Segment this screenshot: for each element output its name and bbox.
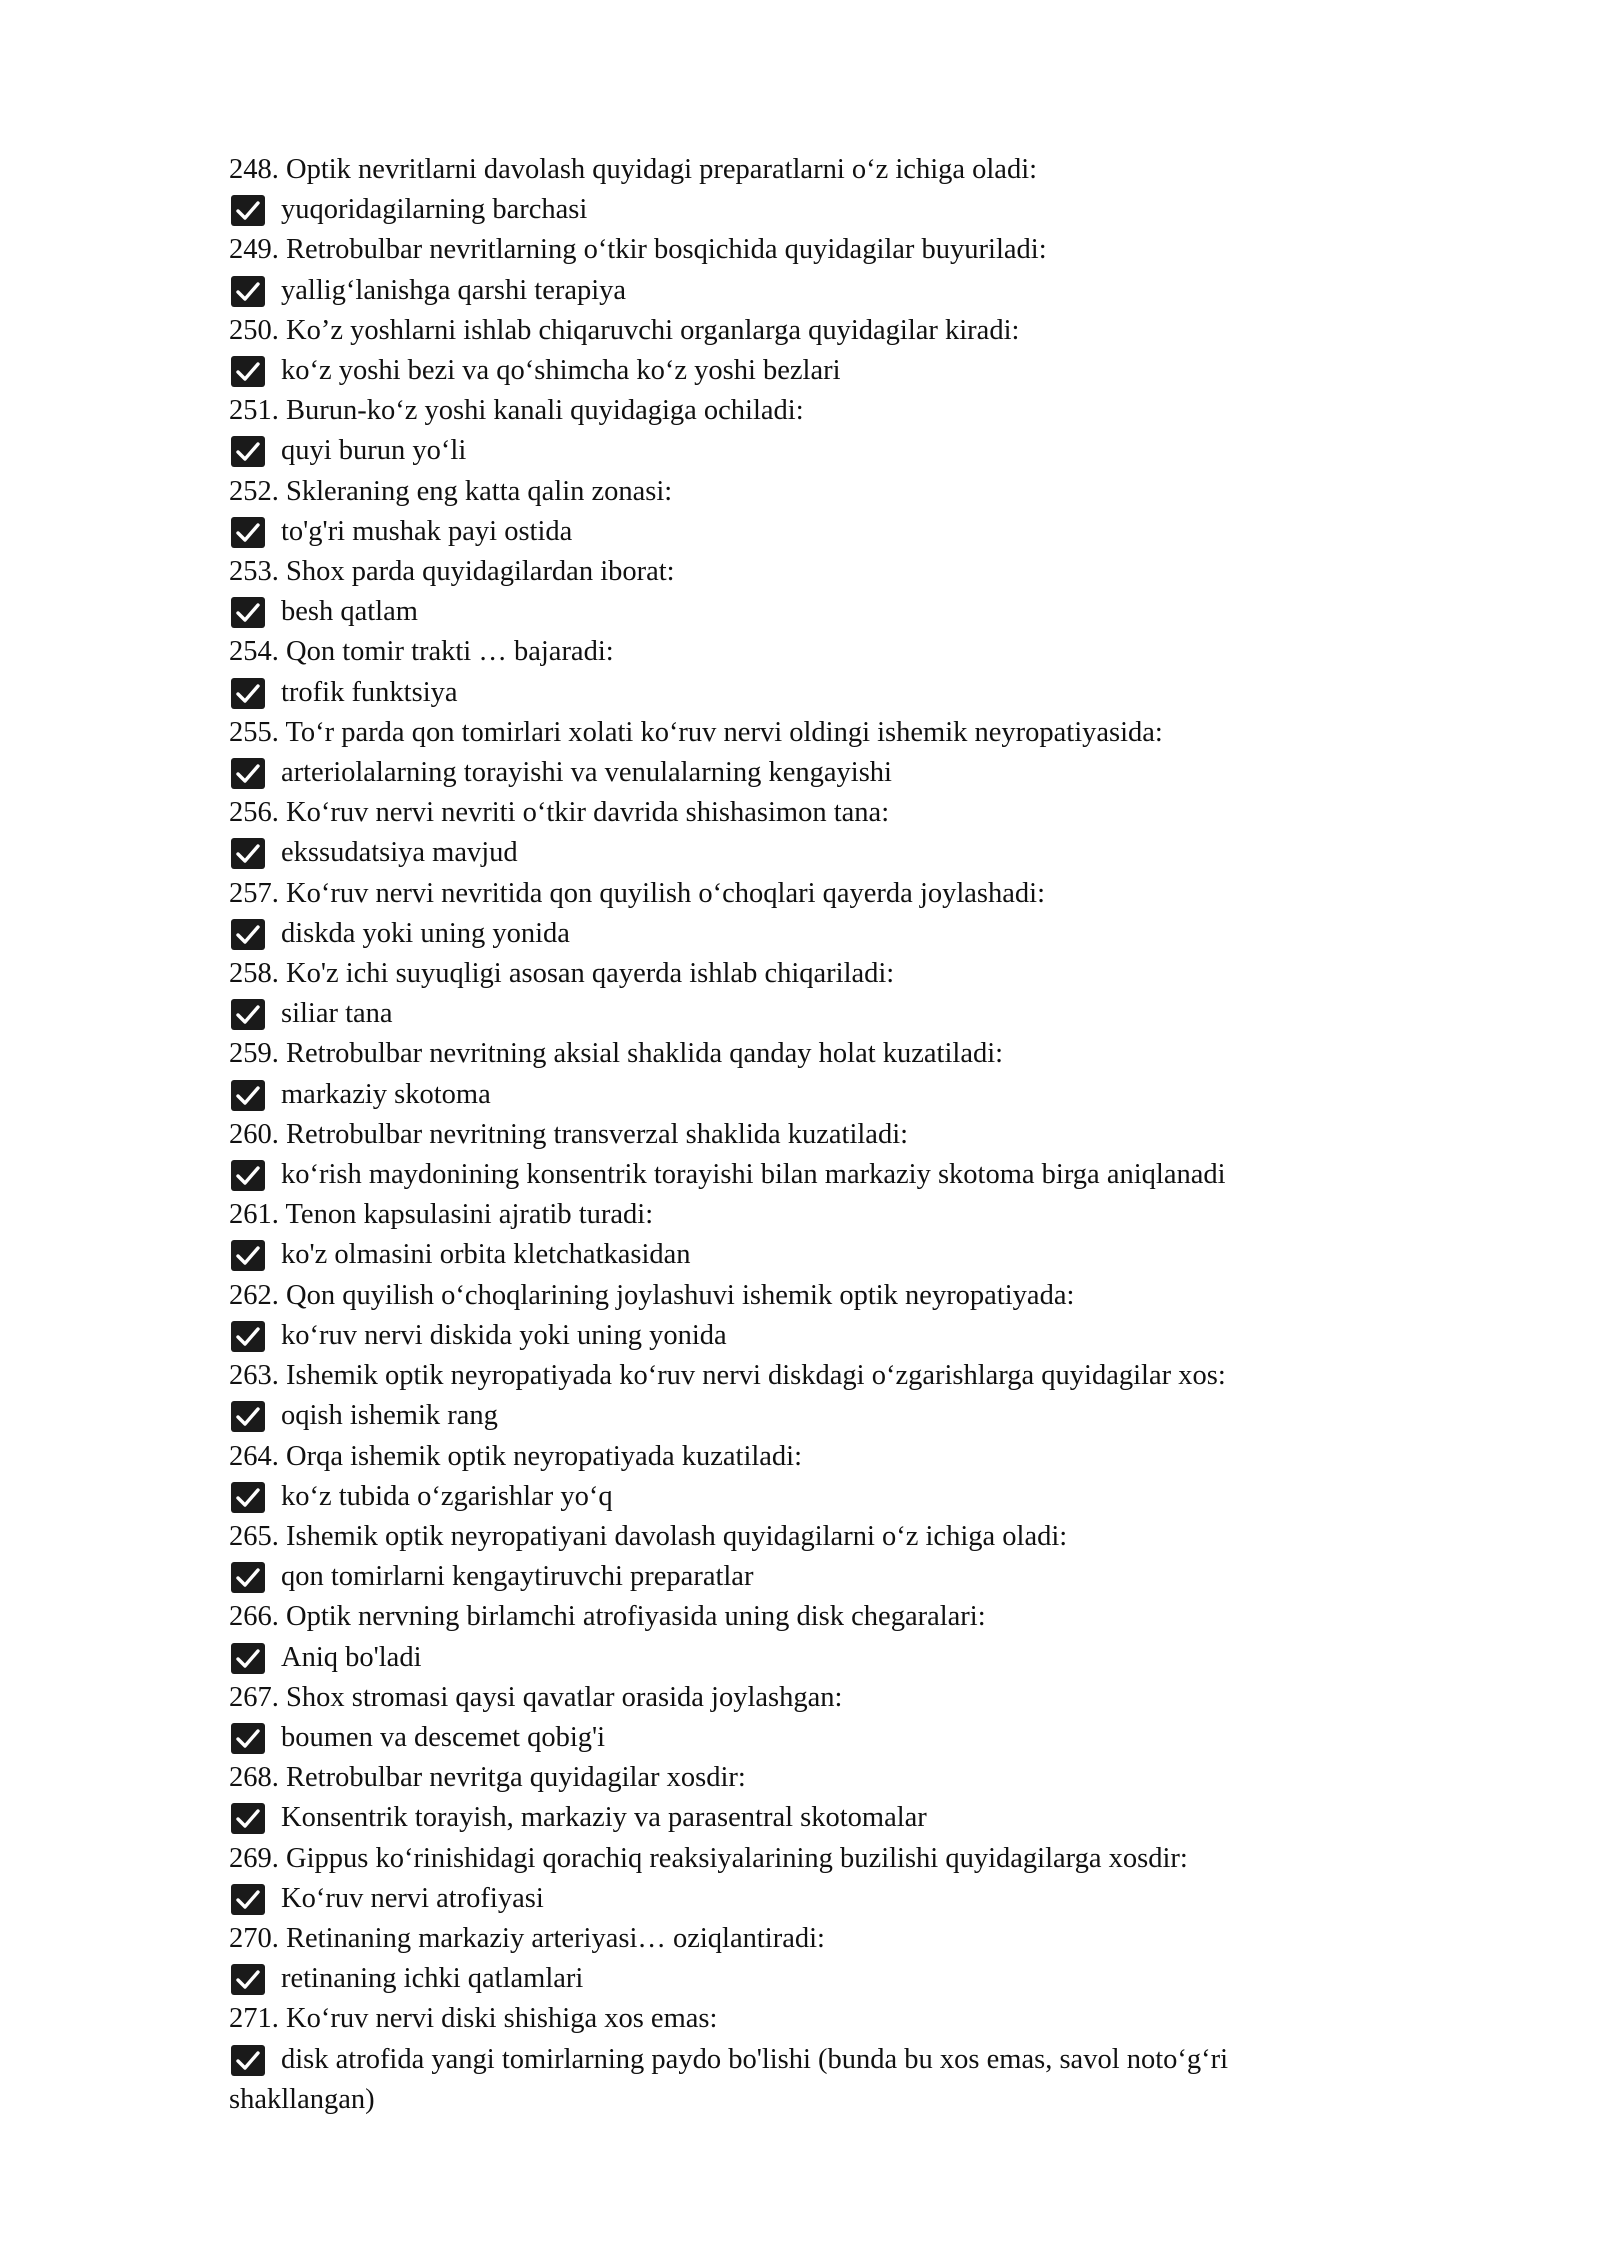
answer-row (229, 1879, 1379, 1919)
question-text (229, 1597, 1379, 1637)
answer-row (229, 512, 1379, 552)
question-label: Ko‘ruv nervi nevritida qon quyilish o‘choqlari qayerda joylashadi: (286, 877, 1046, 909)
question-text (229, 1839, 1379, 1879)
question-text (229, 1276, 1379, 1316)
checkmark-icon (231, 1321, 265, 1352)
question-number: 265. (229, 1520, 279, 1552)
question-number: 257. (229, 877, 279, 909)
qa-item (229, 1276, 1379, 1356)
document-page (229, 150, 1379, 2120)
answer-row (229, 190, 1379, 230)
checkmark-icon (231, 597, 265, 628)
question-label: Shox parda quyidagilardan iborat: (286, 556, 675, 588)
answer-text: oqish ishemik rang (281, 1400, 498, 1432)
answer-text: ko‘z yoshi bezi va qo‘shimcha ko‘z yoshi bezlari (281, 355, 841, 387)
checkmark-icon (231, 1803, 265, 1834)
question-text (229, 1115, 1379, 1155)
answer-text: ko'z olmasini orbita kletchatkasidan (281, 1239, 691, 1271)
checkmark-icon (231, 195, 265, 226)
qa-item (229, 1115, 1379, 1195)
question-label: Gippus ko‘rinishidagi qorachiq reaksiyalarining buzilishi quyidagilarga xosdir: (286, 1842, 1188, 1874)
question-number: 252. (229, 475, 279, 507)
checkmark-icon (231, 1401, 265, 1432)
answer-row (229, 1718, 1379, 1758)
checkmark-icon (231, 1240, 265, 1271)
answer-row (229, 2040, 1379, 2120)
qa-item (229, 632, 1379, 712)
answer-row (229, 1155, 1379, 1195)
checkmark-icon (231, 436, 265, 467)
question-label: Orqa ishemik optik neyropatiyada kuzatiladi: (286, 1440, 803, 1472)
question-text (229, 230, 1379, 270)
answer-text: ko‘ruv nervi diskida yoki uning yonida (281, 1319, 727, 1351)
answer-text: quyi burun yo‘li (281, 435, 467, 467)
question-text (229, 1758, 1379, 1798)
question-label: Qon tomir trakti … bajaradi: (286, 636, 614, 668)
question-label: To‘r parda qon tomirlari xolati ko‘ruv nervi oldingi ishemik neyropatiyasida: (285, 716, 1163, 748)
question-text (229, 1919, 1379, 1959)
question-label: Ko’z yoshlarni ishlab chiqaruvchi organlarga quyidagilar kiradi: (286, 314, 1020, 346)
question-text (229, 1356, 1379, 1396)
answer-text: boumen va descemet qobig'i (281, 1721, 606, 1753)
qa-item (229, 1195, 1379, 1275)
checkmark-icon (231, 1884, 265, 1915)
question-label: Retrobulbar nevritning aksial shaklida qanday holat kuzatiladi: (286, 1038, 1004, 1070)
answer-text: yuqoridagilarning barchasi (281, 194, 588, 226)
qa-item (229, 1517, 1379, 1597)
answer-text: to'g'ri mushak payi ostida (281, 515, 573, 547)
question-label: Qon quyilish o‘choqlarining joylashuvi ishemik optik neyropatiyada: (286, 1279, 1075, 1311)
question-text (229, 311, 1379, 351)
question-number: 260. (229, 1118, 279, 1150)
qa-item (229, 1919, 1379, 1999)
question-number: 248. (229, 154, 279, 185)
answer-row (229, 673, 1379, 713)
qa-item (229, 1839, 1379, 1919)
question-text (229, 552, 1379, 592)
answer-row (229, 753, 1379, 793)
answer-text: qon tomirlarni kengaytiruvchi preparatlar (281, 1561, 754, 1593)
answer-row (229, 1075, 1379, 1115)
qa-item (229, 472, 1379, 552)
question-text (229, 1437, 1379, 1477)
answer-row (229, 833, 1379, 873)
answer-row (229, 1316, 1379, 1356)
qa-item (229, 1758, 1379, 1838)
qa-item (229, 1678, 1379, 1758)
checkmark-icon (231, 1482, 265, 1513)
checkmark-icon (231, 1723, 265, 1754)
qa-item (229, 1437, 1379, 1517)
question-number: 253. (229, 556, 279, 588)
answer-text: arteriolalarning torayishi va venulalarning kengayishi (281, 757, 892, 789)
question-text (229, 793, 1379, 833)
question-label: Retrobulbar nevritning transverzal shaklida kuzatiladi: (286, 1118, 909, 1150)
answer-text: diskda yoki uning yonida (281, 917, 570, 949)
answer-row (229, 1959, 1379, 1999)
answer-text: ekssudatsiya mavjud (281, 837, 518, 869)
checkmark-icon (231, 517, 265, 548)
qa-item (229, 1999, 1379, 2120)
answer-text: Konsentrik torayish, markaziy va parasentral skotomalar (281, 1802, 927, 1834)
checkmark-icon (231, 1964, 265, 1995)
qa-item (229, 311, 1379, 391)
question-text (229, 1034, 1379, 1074)
answer-text: trofik funktsiya (281, 676, 458, 708)
answer-text: disk atrofida yangi tomirlarning paydo bo'lishi (bunda bu xos emas, savol noto‘g‘ri shakllangan) (229, 2043, 1229, 2115)
qa-item (229, 150, 1379, 230)
question-label: Ishemik optik neyropatiyada ko‘ruv nervi diskdagi o‘zgarishlarga quyidagilar xos: (286, 1360, 1226, 1392)
question-text (229, 1999, 1379, 2039)
answer-row (229, 351, 1379, 391)
question-text (229, 391, 1379, 431)
question-text (229, 1517, 1379, 1557)
question-number: 251. (229, 395, 279, 427)
answer-text: markaziy skotoma (281, 1078, 491, 1110)
qa-item (229, 954, 1379, 1034)
answer-row (229, 914, 1379, 954)
question-label: Shox stromasi qaysi qavatlar orasida joylashgan: (286, 1681, 843, 1713)
answer-text: siliar tana (281, 998, 393, 1030)
question-text (229, 150, 1379, 190)
question-text (229, 1678, 1379, 1718)
question-label: Tenon kapsulasini ajratib turadi: (285, 1199, 654, 1231)
question-number: 256. (229, 797, 279, 829)
checkmark-icon (231, 758, 265, 789)
answer-text: ko‘z tubida o‘zgarishlar yo‘q (281, 1480, 613, 1512)
question-number: 268. (229, 1762, 279, 1794)
question-label: Optik nervning birlamchi atrofiyasida uning disk chegaralari: (286, 1601, 986, 1633)
answer-row (229, 994, 1379, 1034)
question-number: 258. (229, 958, 279, 990)
checkmark-icon (231, 356, 265, 387)
question-label: Retrobulbar nevritlarning o‘tkir bosqichida quyidagilar buyuriladi: (286, 234, 1047, 266)
checkmark-icon (231, 276, 265, 307)
qa-item (229, 552, 1379, 632)
checkmark-icon (231, 1562, 265, 1593)
answer-text: Aniq bo'ladi (281, 1641, 422, 1673)
question-number: 269. (229, 1842, 279, 1874)
answer-text: yallig‘lanishga qarshi terapiya (281, 274, 627, 306)
question-text (229, 1195, 1379, 1235)
checkmark-icon (231, 838, 265, 869)
question-text (229, 874, 1379, 914)
answer-row (229, 1638, 1379, 1678)
answer-row (229, 1235, 1379, 1275)
question-number: 271. (229, 2003, 279, 2035)
answer-row (229, 1396, 1379, 1436)
checkmark-icon (231, 1080, 265, 1111)
answer-row (229, 1798, 1379, 1838)
answer-row (229, 431, 1379, 471)
question-label: Skleraning eng katta qalin zonasi: (286, 475, 673, 507)
answer-row (229, 592, 1379, 632)
question-number: 250. (229, 314, 279, 346)
checkmark-icon (231, 999, 265, 1030)
question-number: 255. (229, 716, 279, 748)
question-label: Retinaning markaziy arteriyasi… oziqlantiradi: (286, 1922, 825, 1954)
checkmark-icon (231, 1160, 265, 1191)
question-label: Retrobulbar nevritga quyidagilar xosdir: (286, 1762, 746, 1794)
answer-row (229, 1477, 1379, 1517)
question-number: 264. (229, 1440, 279, 1472)
qa-item (229, 230, 1379, 310)
question-number: 254. (229, 636, 279, 668)
qa-item (229, 1597, 1379, 1677)
qa-item (229, 1356, 1379, 1436)
question-number: 259. (229, 1038, 279, 1070)
answer-text: retinaning ichki qatlamlari (281, 1963, 584, 1995)
question-label: Optik nevritlarni davolash quyidagi preparatlarni o‘z ichiga oladi: (286, 154, 1038, 185)
question-text (229, 954, 1379, 994)
question-label: Ko‘ruv nervi diski shishiga xos emas: (286, 2003, 718, 2035)
answer-row (229, 1557, 1379, 1597)
checkmark-icon (231, 919, 265, 950)
qa-item (229, 874, 1379, 954)
qa-item (229, 1034, 1379, 1114)
question-text (229, 713, 1379, 753)
checkmark-icon (231, 1643, 265, 1674)
question-number: 262. (229, 1279, 279, 1311)
answer-text: besh qatlam (281, 596, 418, 628)
question-label: Ko'z ichi suyuqligi asosan qayerda ishlab chiqariladi: (286, 958, 895, 990)
question-number: 249. (229, 234, 279, 266)
question-number: 270. (229, 1922, 279, 1954)
qa-item (229, 793, 1379, 873)
qa-item (229, 391, 1379, 471)
qa-item (229, 713, 1379, 793)
checkmark-icon (231, 678, 265, 709)
question-number: 261. (229, 1199, 279, 1231)
checkmark-icon (231, 2045, 265, 2076)
answer-text: Ko‘ruv nervi atrofiyasi (281, 1882, 544, 1914)
question-number: 267. (229, 1681, 279, 1713)
answer-row (229, 271, 1379, 311)
question-number: 266. (229, 1601, 279, 1633)
question-label: Ko‘ruv nervi nevriti o‘tkir davrida shishasimon tana: (286, 797, 890, 829)
question-text (229, 632, 1379, 672)
question-text (229, 472, 1379, 512)
answer-text: ko‘rish maydonining konsentrik torayishi bilan markaziy skotoma birga aniqlanadi (281, 1159, 1226, 1191)
question-label: Ishemik optik neyropatiyani davolash quyidagilarni o‘z ichiga oladi: (286, 1520, 1068, 1552)
question-label: Burun-ko‘z yoshi kanali quyidagiga ochiladi: (286, 395, 804, 427)
question-number: 263. (229, 1360, 279, 1392)
